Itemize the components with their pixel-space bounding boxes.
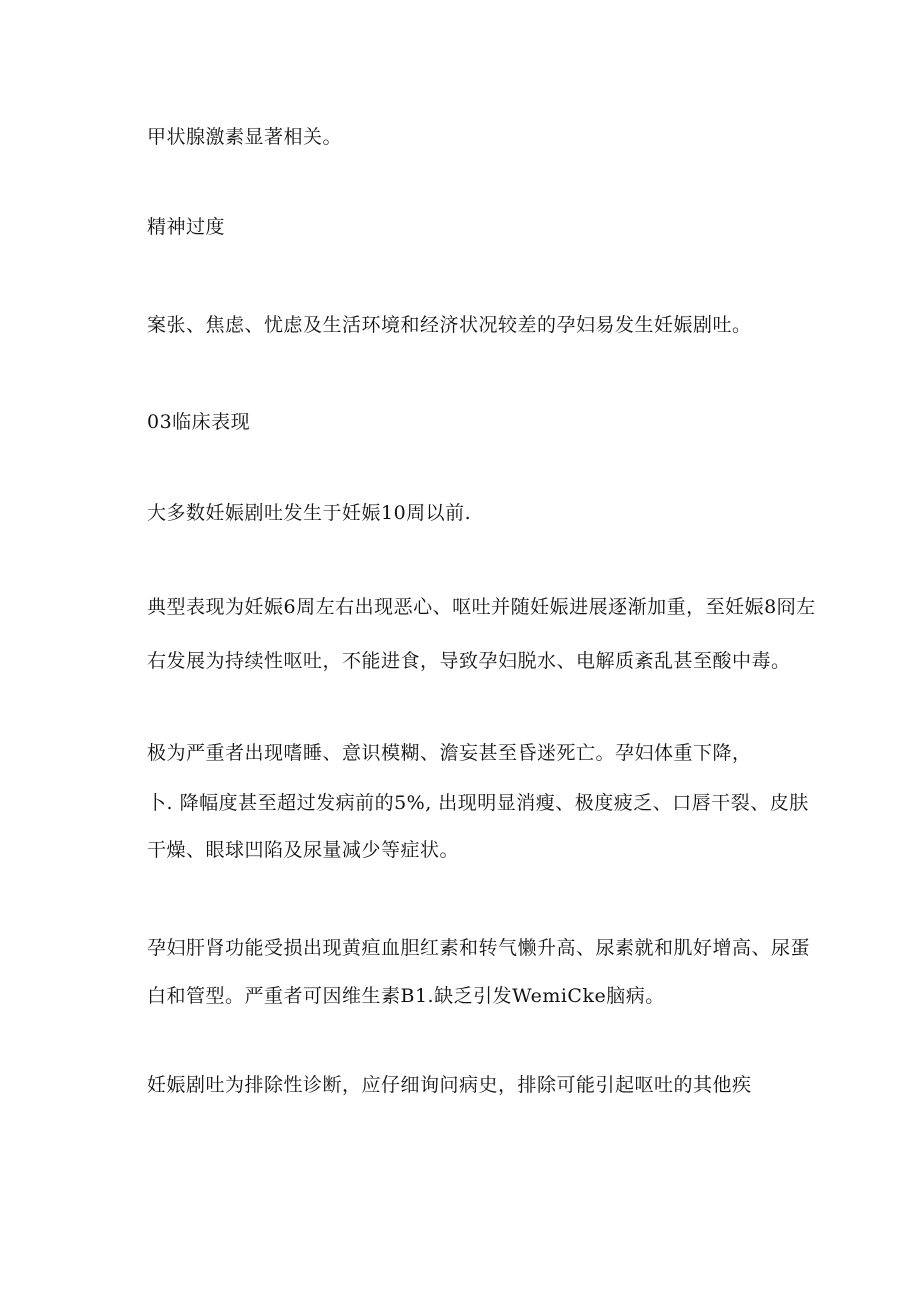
text-line-onset: 大多数妊娠剧吐发生于妊娠10周以前. xyxy=(147,502,472,524)
text-line-anxiety: 案张、焦虑、忧虑及生活环境和经济状况较差的孕妇易发生妊娠剧吐。 xyxy=(147,314,752,336)
text-line-liver-kidney-1: 孕妇肝肾功能受损出现黄疸血胆红素和转气懒升高、尿素就和肌好增高、尿蛋 xyxy=(147,937,811,959)
text-line-typical-2: 右发展为持续性呕吐，不能进食，导致孕妇脱水、电解质紊乱甚至酸中毒。 xyxy=(147,650,791,672)
text-line-thyroid-relation: 甲状腺激素显著相关。 xyxy=(147,126,343,148)
text-line-severe-3: 干燥、眼球凹陷及尿量减少等症状。 xyxy=(147,839,460,861)
text-line-typical-1: 典型表现为妊娠6周左右出现恶心、呕吐并随妊娠进展逐渐加重，至妊娠8冏左 xyxy=(147,596,816,618)
text-line-liver-kidney-2: 白和管型。严重者可因维生素B1.缺乏引发WemiCke脑病。 xyxy=(147,985,665,1007)
text-line-diagnosis: 妊娠剧吐为排除性诊断，应仔细询问病史，排除可能引起呕吐的其他疾 xyxy=(147,1074,752,1096)
section-heading-clinical: 03临床表现 xyxy=(147,411,251,433)
text-line-severe-1: 极为严重者出现嗜睡、意识模糊、澹妄甚至昏迷死亡。孕妇体重下降， xyxy=(147,742,752,764)
section-heading-mental: 精神过度 xyxy=(147,216,226,238)
text-line-severe-2: 卜. 降幅度甚至超过发病前的5%, 出现明显消瘦、极度疲乏、口唇干裂、皮肤 xyxy=(147,792,809,814)
